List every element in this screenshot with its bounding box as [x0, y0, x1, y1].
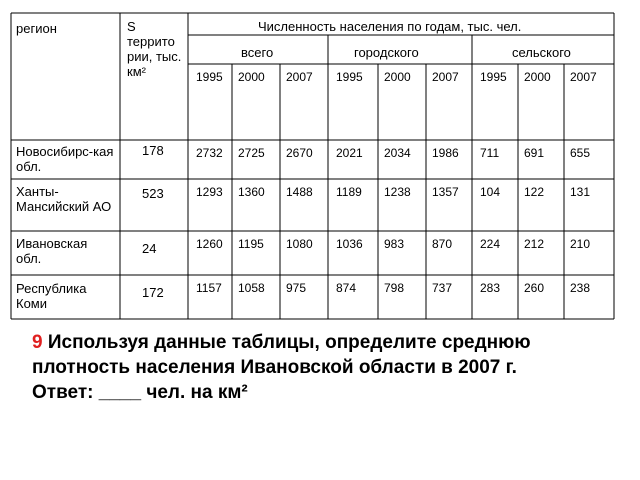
table-cell: 104	[480, 185, 501, 199]
region-name: Ивановская обл.	[16, 236, 88, 266]
table-cell: 874	[336, 281, 357, 295]
table-cell: 1080	[286, 237, 313, 251]
table-cell: 1189	[336, 185, 362, 199]
table-cell: 224	[480, 237, 501, 251]
table-cell: 1157	[196, 281, 222, 295]
question-number: 9	[32, 332, 43, 353]
answer-unit: чел. на км²	[146, 382, 248, 403]
header-year: 1995	[480, 70, 507, 84]
table-cell: 691	[524, 146, 545, 160]
question-text: Используя данные таблицы, определите среднюю плотность населения Ивановской области в 2007 г.	[32, 332, 531, 378]
header-area: S террито рии, тыс. км²	[127, 19, 182, 79]
table-cell: 1488	[286, 185, 313, 199]
table-cell: 1058	[238, 281, 265, 295]
region-name: Ханты-Мансийский АО	[16, 184, 112, 214]
table-cell: 737	[432, 281, 453, 295]
table-cell: 1260	[196, 237, 223, 251]
table-cell: 975	[286, 281, 307, 295]
header-year: 2000	[384, 70, 411, 84]
area-value: 24	[142, 241, 157, 256]
table-cell: 2034	[384, 146, 411, 160]
table-cell: 798	[384, 281, 405, 295]
table-cell: 1036	[336, 237, 363, 251]
table-cell: 2725	[238, 146, 265, 160]
region-name: Республика Коми	[16, 281, 87, 311]
table-cell: 983	[384, 237, 405, 251]
table-cell: 238	[570, 281, 591, 295]
header-year: 1995	[336, 70, 363, 84]
area-value: 172	[142, 285, 164, 300]
answer-blank: ____	[98, 382, 142, 403]
header-group: городского	[354, 45, 419, 60]
table-cell: 870	[432, 237, 453, 251]
header-group: сельского	[512, 45, 571, 60]
table-cell: 655	[570, 146, 591, 160]
table-cell: 1293	[196, 185, 223, 199]
answer-prefix: Ответ:	[32, 382, 94, 403]
table-cell: 1360	[238, 185, 265, 199]
table-cell: 210	[570, 237, 591, 251]
table-cell: 1238	[384, 185, 411, 199]
header-population: Численность населения по годам, тыс. чел.	[258, 19, 522, 34]
header-region: регион	[16, 21, 57, 36]
table-cell: 122	[524, 185, 545, 199]
table-cell: 131	[570, 185, 591, 199]
header-year: 2000	[238, 70, 265, 84]
table-cell: 2021	[336, 146, 363, 160]
header-year: 2007	[432, 70, 459, 84]
header-year: 1995	[196, 70, 223, 84]
table-cell: 1986	[432, 146, 459, 160]
table-cell: 212	[524, 237, 545, 251]
header-group: всего	[241, 45, 274, 60]
header-year: 2000	[524, 70, 551, 84]
table-cell: 283	[480, 281, 501, 295]
table-cell: 1357	[432, 185, 459, 199]
table-cell: 260	[524, 281, 545, 295]
table-cell: 711	[480, 146, 500, 160]
table-cell: 2670	[286, 146, 313, 160]
region-name: Новосибирс-кая обл.	[16, 144, 114, 174]
table-cell: 2732	[196, 146, 223, 160]
area-value: 523	[142, 186, 164, 201]
area-value: 178	[142, 143, 164, 158]
question-block	[32, 330, 617, 405]
header-year: 2007	[286, 70, 313, 84]
table-cell: 1195	[238, 237, 264, 251]
header-year: 2007	[570, 70, 597, 84]
